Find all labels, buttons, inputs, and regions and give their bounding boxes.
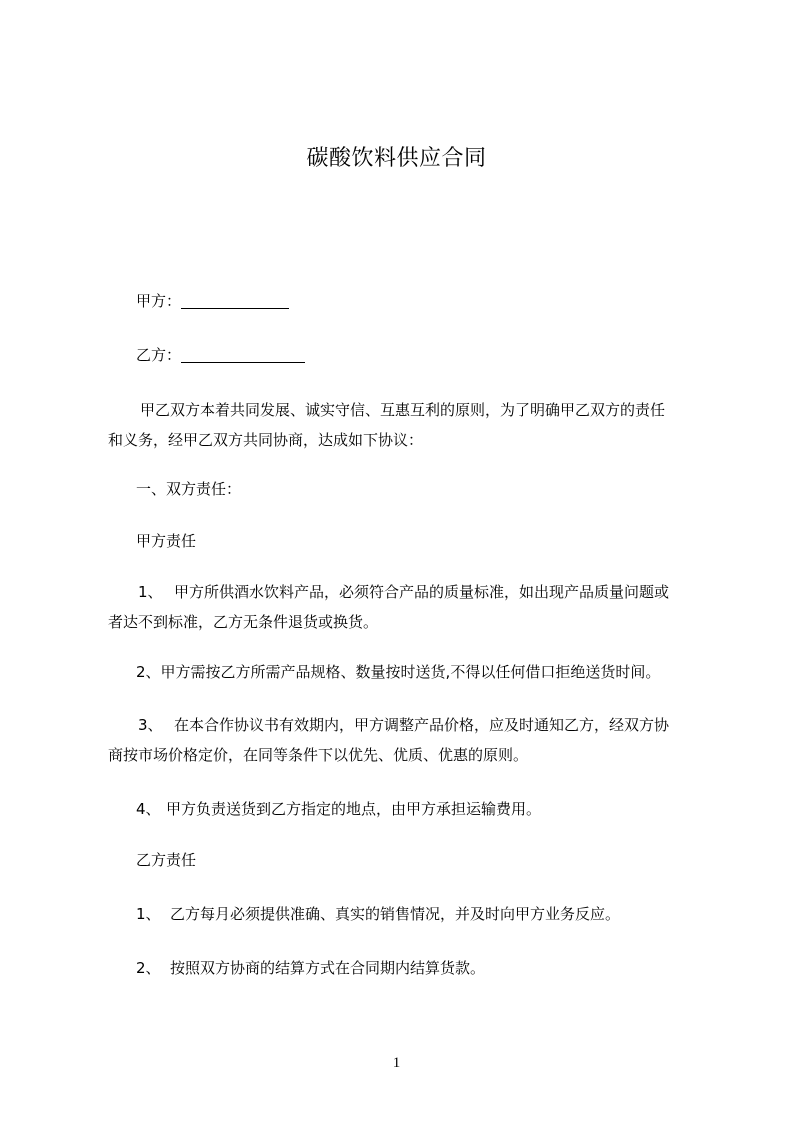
party-a-label: 甲方： xyxy=(136,292,182,310)
page-number: 1 xyxy=(392,1055,401,1071)
party-b-line xyxy=(136,340,305,370)
intro-line-2: 和义务，经甲乙双方共同协商，达成如下协议： xyxy=(108,431,424,449)
party-b-item-2 xyxy=(136,953,485,983)
party-a-item-4 xyxy=(136,794,541,824)
intro-paragraph xyxy=(108,395,708,455)
party-b-item-2-text: 按照双方协商的结算方式在合同期内结算货款。 xyxy=(170,959,486,977)
party-b-item-2-number: 2、 xyxy=(136,959,161,977)
party-a-blank xyxy=(181,290,289,309)
section-1-heading: 一、双方责任： xyxy=(136,480,242,498)
party-a-item-2: 2、甲方需按乙方所需产品规格、数量按时送货,不得以任何借口拒绝送货时间。 xyxy=(136,663,661,681)
contract-title: 碳酸饮料供应合同 xyxy=(306,146,487,171)
party-a-item-1-number: 1、 xyxy=(138,583,163,601)
party-a-item-3-line-1: 在本合作协议书有效期内，甲方调整产品价格，应及时通知乙方，经双方协 xyxy=(174,716,670,734)
party-b-item-1-text: 乙方每月必须提供准确、真实的销售情况，并及时向甲方业务反应。 xyxy=(170,905,621,923)
party-a-item-4-text: 甲方负责送货到乙方指定的地点，由甲方承担运输费用。 xyxy=(166,800,542,818)
party-a-item-1-line-1: 甲方所供酒水饮料产品，必须符合产品的质量标准，如出现产品质量问题或 xyxy=(174,583,670,601)
party-a-item-1-line-2: 者达不到标准，乙方无条件退货或换货。 xyxy=(108,613,379,631)
party-a-item-3-number: 3、 xyxy=(138,716,163,734)
party-b-blank xyxy=(181,344,305,363)
party-b-label: 乙方： xyxy=(136,346,182,364)
party-a-item-1 xyxy=(108,577,708,637)
party-a-item-4-number: 4、 xyxy=(136,800,161,818)
intro-line-1: 甲乙双方本着共同发展、诚实守信、互惠互利的原则，为了明确甲乙双方的责任 xyxy=(140,401,666,419)
party-b-item-1-number: 1、 xyxy=(136,905,161,923)
party-b-duties-heading: 乙方责任 xyxy=(136,851,197,869)
party-a-item-3-line-2: 商按市场价格定价，在同等条件下以优先、优质、优惠的原则。 xyxy=(108,746,529,764)
party-b-item-1 xyxy=(136,899,620,929)
party-a-line xyxy=(136,286,289,316)
party-a-duties-heading: 甲方责任 xyxy=(136,532,197,550)
party-a-item-3 xyxy=(108,710,708,770)
